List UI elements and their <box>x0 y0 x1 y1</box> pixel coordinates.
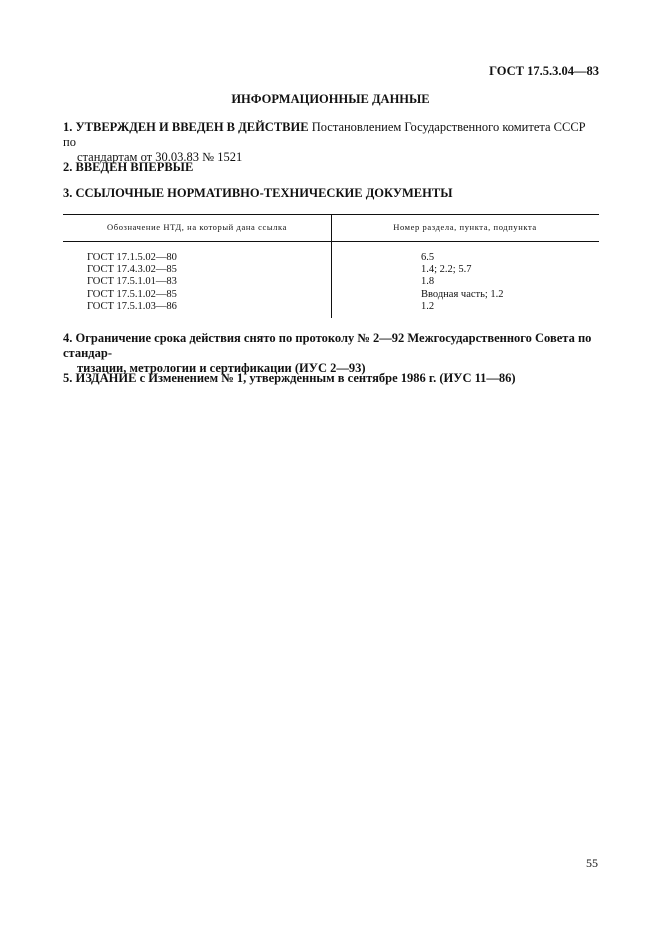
table-cell-section: 1.8 <box>421 276 435 288</box>
info-item-validity-line1: 4. Ограничение срока действия снято по протоколу № 2—92 Межгосударственного Совета по стандар- <box>63 331 592 360</box>
table-header-section: Номер раздела, пункта, подпункта <box>393 222 537 232</box>
info-item-first-introduced-lead: 2. ВВЕДЕН ВПЕРВЫЕ <box>63 160 194 174</box>
table-column-sections <box>421 252 504 313</box>
page-number: 55 <box>586 856 598 870</box>
table-cell-document: ГОСТ 17.5.1.03—86 <box>87 300 177 312</box>
info-item-validity <box>63 331 601 376</box>
info-item-references <box>63 186 601 201</box>
table-cell-document: ГОСТ 17.5.1.02—85 <box>87 288 177 300</box>
table-cell-section: 1.2 <box>421 300 435 312</box>
info-item-approved-line2: стандартам от 30.03.83 № 1521 <box>77 150 243 164</box>
info-item-validity-line2: тизации, метрологии и сертификации (ИУС 2—93) <box>77 361 366 375</box>
table-cell-section: 1.4; 2.2; 5.7 <box>421 264 472 276</box>
info-item-edition-text: с Изменением № 1, утвержденным в сентябре 1986 г. (ИУС 11—86) <box>136 371 516 385</box>
info-item-first-introduced <box>63 160 601 175</box>
document-code: ГОСТ 17.5.3.04—83 <box>489 64 599 78</box>
table-cell-section: Вводная часть; 1.2 <box>421 288 504 300</box>
table-cell-document: ГОСТ 17.5.1.01—83 <box>87 276 177 288</box>
table-header-document: Обозначение НТД, на который дана ссылка <box>107 222 287 232</box>
references-table <box>63 214 599 318</box>
table-cell-document: ГОСТ 17.1.5.02—80 <box>87 252 177 263</box>
info-item-approved <box>63 120 601 165</box>
info-item-references-lead: 3. ССЫЛОЧНЫЕ НОРМАТИВНО-ТЕХНИЧЕСКИЕ ДОКУМЕНТЫ <box>63 186 453 200</box>
page-title: ИНФОРМАЦИОННЫЕ ДАННЫЕ <box>231 92 430 106</box>
info-item-approved-text: Постановлением Государственного комитета СССР по <box>63 120 586 149</box>
info-item-approved-lead: 1. УТВЕРЖДЕН И ВВЕДЕН В ДЕЙСТВИЕ <box>63 120 309 134</box>
info-item-edition-lead: 5. ИЗДАНИЕ <box>63 371 137 385</box>
table-cell-section: 6.5 <box>421 252 435 263</box>
table-cell-document: ГОСТ 17.4.3.02—85 <box>87 264 177 276</box>
table-column-documents <box>87 252 177 313</box>
info-item-edition <box>63 371 601 386</box>
